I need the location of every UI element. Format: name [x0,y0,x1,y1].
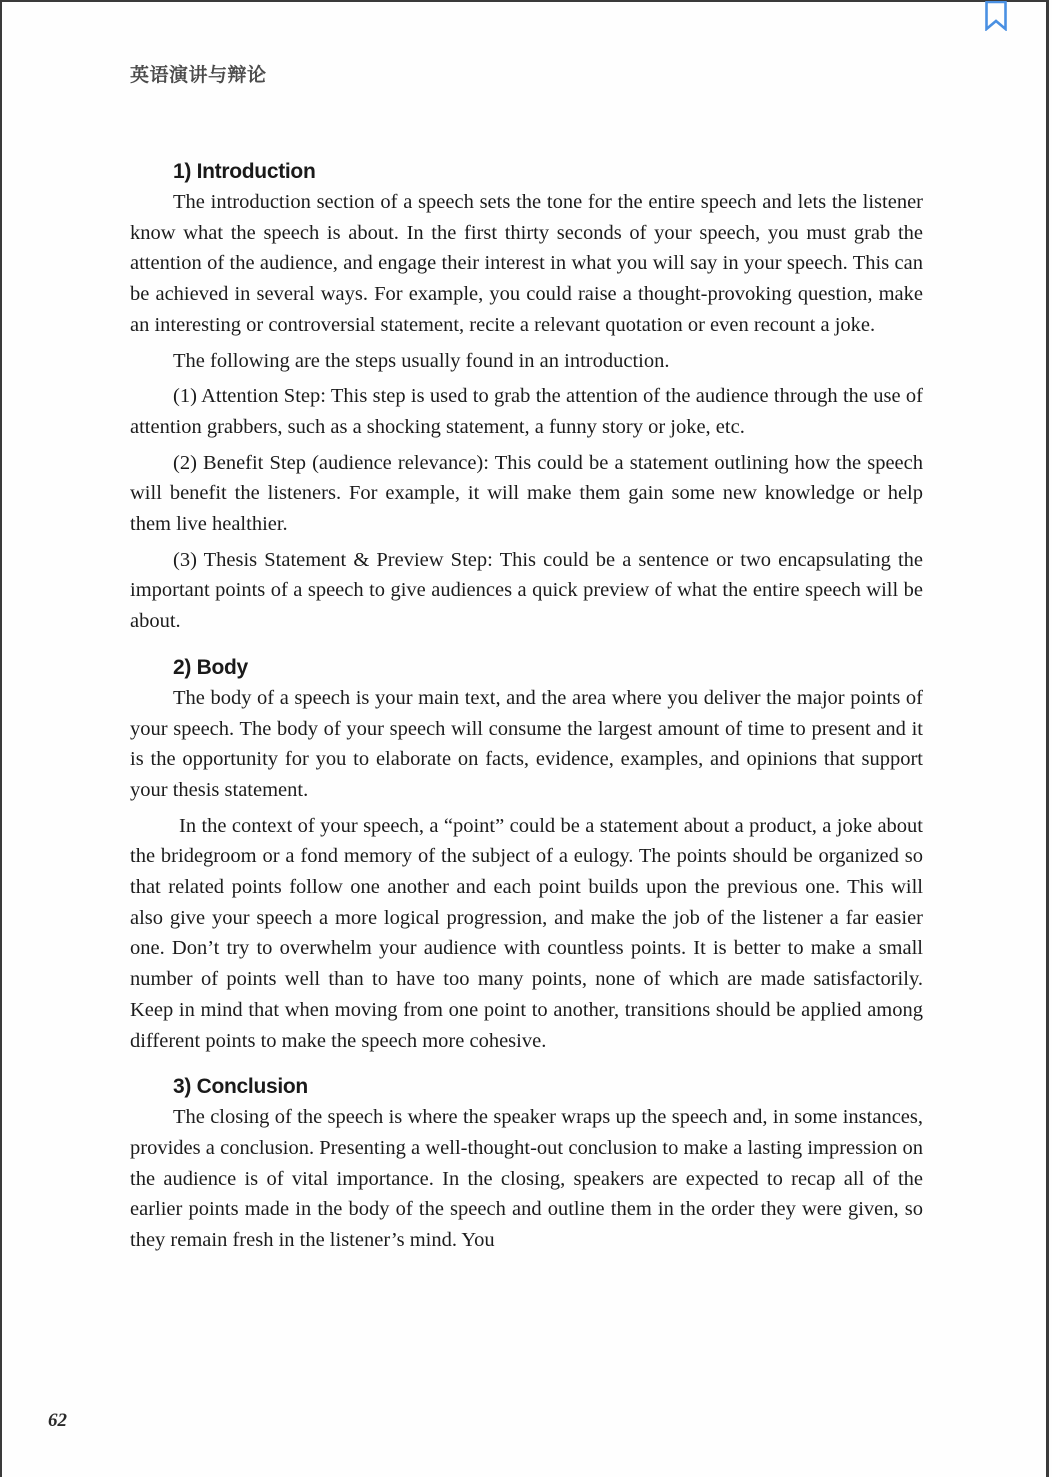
paragraph: The closing of the speech is where the speaker wraps up the speech and, in some instances, provides a conclusion. Presenting a well-thought-out conclusion to make a lasting impression on the audience is of vital importance. In the closing, speakers are expected to recap all of the earlier points made in the body of the speech and outline them in the order they were given, so they remain fresh in the listener’s mind. You [130,1106,923,1252]
paragraph: The following are the steps usually found in an introduction. [173,349,670,372]
paragraph: In the context of your speech, a “point” could be a statement about a product, a joke about the bridegroom or a fond memory of the subject of a eulogy. The points should be organized so that related points follow one another and each point builds upon the previous one. This will also give your speech a more logical progression, and make the job of the listener a far easier one. Don’t try to overwhelm your audience with countless points. It is better to make a small number of points well than to have too many points, none of which are made satisfactorily. Keep in mind that when moving from one point to another, transitions should be applied among different points to make the speech more cohesive. [130,814,923,1052]
paragraph: The introduction section of a speech sets the tone for the entire speech and lets the listener know what the speech is about. In the first thirty seconds of your speech, you must grab the attention of the audience, and engage their interest in what you will say in your speech. This can be achieved in several ways. For example, you could raise a thought-provoking question, make an interesting or controversial statement, recite a relevant quotation or even recount a joke. [130,191,923,336]
section-heading-introduction: 1) Introduction [173,160,316,183]
bookmark-button[interactable] [984,1,1008,31]
section-heading-conclusion: 3) Conclusion [173,1075,308,1099]
paragraph: The body of a speech is your main text, and the area where you deliver the major points of your speech. The body of your speech will consume the largest amount of time to present and it is the opportunity for you to elaborate on facts, evidence, examples, and opinions that support your thesis statement. [130,686,923,801]
section-heading-body: 2) Body [173,655,248,679]
page-number: 62 [48,1410,67,1431]
paragraph-thesis-step: (3) Thesis Statement & Preview Step: This could be a sentence or two encapsulating the important points of a speech to give audiences a quick preview of what the entire speech will be about. [130,548,923,633]
paragraph-benefit-step: (2) Benefit Step (audience relevance): This could be a statement outlining how the speech will benefit the listeners. For example, it will make them gain some new knowledge or help them live healthier. [130,451,923,536]
running-header-title: 英语演讲与辩论 [130,64,267,86]
paragraph-attention-step: (1) Attention Step: This step is used to grab the attention of the audience through the use of attention grabbers, such as a shocking statement, a funny story or joke, etc. [130,385,923,438]
bookmark-icon [984,1,1008,31]
page-body [130,157,923,1261]
